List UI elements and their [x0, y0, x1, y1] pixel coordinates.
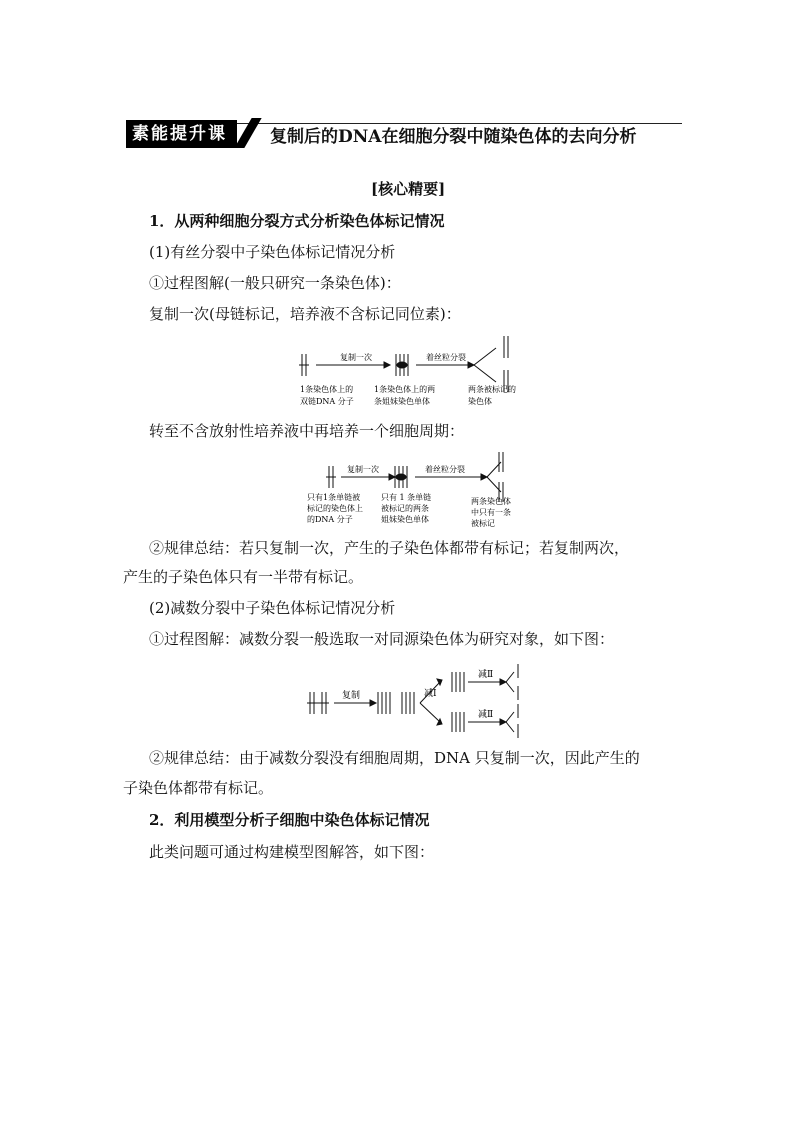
- fig1-arrow-label-2: 着丝粒分裂: [426, 353, 466, 362]
- fig1-label-3a: 两条被标记的: [468, 385, 516, 394]
- subheading-2: (2)减数分裂中子染色体标记情况分析: [149, 599, 396, 617]
- heading-2: 2．利用模型分析子细胞中染色体标记情况: [149, 811, 430, 829]
- mitosis-diagram-1: [296, 334, 536, 412]
- fig2-arrow-label-1: 复制一次: [347, 465, 379, 474]
- paragraph-rule-meiosis-2: 子染色体都带有标记。: [123, 779, 274, 797]
- fig2-label-1b: 标记的染色体上: [307, 504, 363, 513]
- paragraph-rule-meiosis-1: ②规律总结：由于减数分裂没有细胞周期，DNA 只复制一次，因此产生的: [149, 749, 640, 767]
- fig2-label-1a: 只有1条单链被: [307, 493, 361, 502]
- fig1-label-1b: 双链DNA 分子: [300, 397, 354, 406]
- fig1-arrow-label-1: 复制一次: [340, 353, 372, 362]
- paragraph-rule-mitosis-2: 产生的子染色体只有一半带有标记。: [123, 568, 364, 586]
- paragraph-rule-mitosis-1: ②规律总结：若只复制一次，产生的子染色体都带有标记；若复制两次，: [149, 539, 630, 557]
- fig1-label-1a: 1条染色体上的: [300, 385, 354, 394]
- fig2-label-1c: 的DNA 分子: [307, 515, 353, 524]
- paragraph-process: ①过程图解(一般只研究一条染色体)：: [149, 274, 401, 292]
- fig3-arrow-label-2: 减Ⅰ: [424, 689, 437, 699]
- paragraph-model: 此类问题可通过构建模型图解答，如下图：: [149, 843, 435, 861]
- fig2-label-2b: 被标记的两条: [381, 504, 429, 513]
- fig2-label-2c: 姐妹染色单体: [381, 515, 429, 524]
- fig2-label-3b: 中只有一条: [471, 508, 511, 517]
- fig2-label-3a: 两条染色体: [471, 497, 511, 506]
- fig2-label-3c: 被标记: [471, 519, 495, 528]
- section-heading: [核心精要]: [371, 180, 446, 198]
- paragraph-meiosis-process: ①过程图解：减数分裂一般选取一对同源染色体为研究对象，如下图：: [149, 630, 615, 648]
- paragraph-replicate-once: 复制一次(母链标记，培养液不含标记同位素)：: [149, 305, 461, 323]
- heading-1: 1．从两种细胞分裂方式分析染色体标记情况: [149, 212, 445, 230]
- meiosis-diagram: [306, 660, 530, 740]
- fig1-label-2b: 条姐妹染色单体: [374, 397, 430, 406]
- fig1-label-2a: 1条染色体上的两: [374, 385, 436, 394]
- page-title: 复制后的DNA在细胞分裂中随染色体的去向分析: [270, 127, 637, 147]
- fig2-label-2a: 只有 1 条单链: [381, 493, 432, 502]
- fig1-label-3b: 染色体: [468, 397, 492, 406]
- fig3-arrow-label-4: 减Ⅱ: [478, 710, 494, 720]
- subheading-1: (1)有丝分裂中子染色体标记情况分析: [149, 243, 396, 261]
- mitosis-diagram-2: [303, 452, 539, 532]
- course-tag: 素能提升课: [126, 120, 237, 148]
- paragraph-second-cycle: 转至不含放射性培养液中再培养一个细胞周期：: [149, 422, 465, 440]
- fig3-arrow-label-1: 复制: [342, 691, 361, 701]
- fig2-arrow-label-2: 着丝粒分裂: [425, 465, 465, 474]
- fig3-arrow-label-3: 减Ⅱ: [478, 670, 494, 680]
